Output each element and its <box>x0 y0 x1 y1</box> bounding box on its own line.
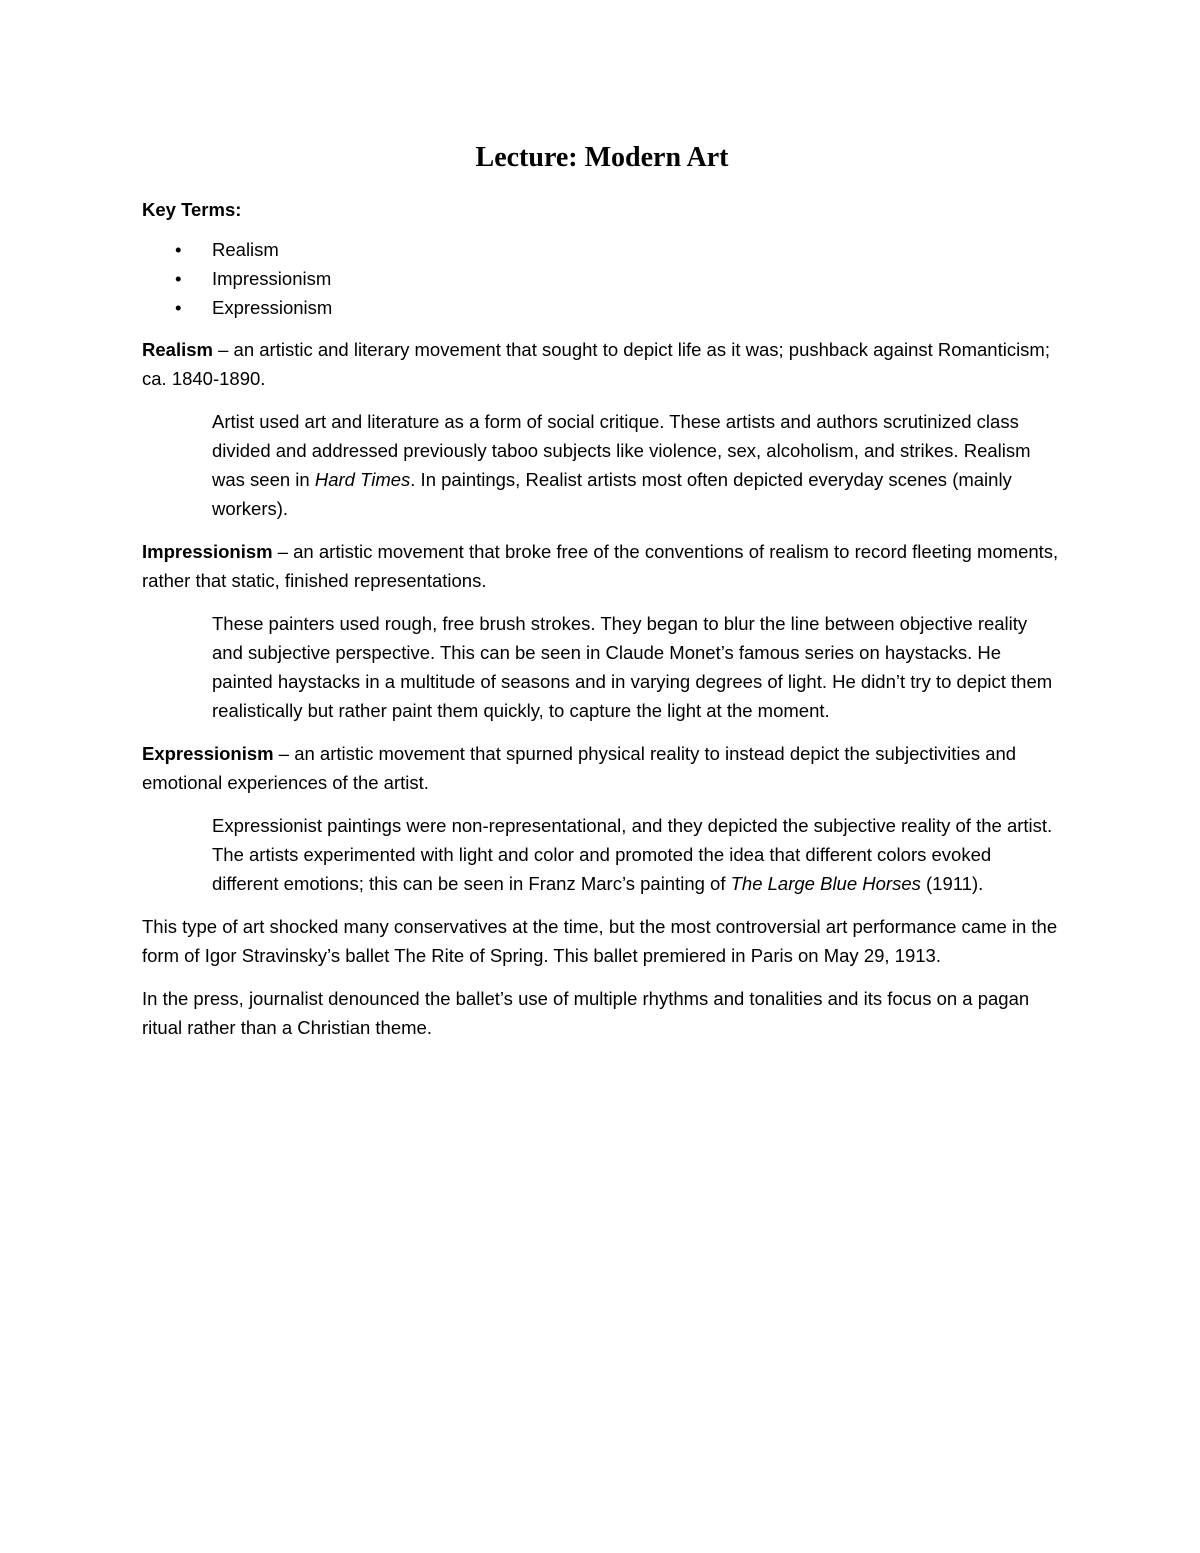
expressionism-detail-italic: The Large Blue Horses <box>730 873 921 894</box>
expressionism-detail-text-1: Expressionist paintings were non-representational, and they depicted the subjective reality of the artist. The artists experimented with light and color and promoted the idea that different colors evoked different emotions; this can be seen in Franz Marc’s painting of <box>212 815 1053 894</box>
impressionism-term: Impressionism <box>142 541 273 562</box>
expressionism-term: Expressionism <box>142 743 274 764</box>
key-terms-list <box>142 235 1062 322</box>
expressionism-definition-text: – an artistic movement that spurned physical reality to instead depict the subjectivities and emotional experiences of the artist. <box>142 743 1017 793</box>
realism-detail-italic: Hard Times <box>314 469 411 490</box>
realism-detail-text-2: . In paintings, Realist artists most often depicted everyday scenes (mainly workers). <box>212 469 1012 519</box>
expressionism-definition <box>142 739 1062 797</box>
realism-definition-text: – an artistic and literary movement that sought to depict life as it was; pushback against Romanticism; ca. 1840-1890. <box>142 339 1050 389</box>
key-terms-heading: Key Terms: <box>142 199 242 220</box>
impressionism-definition <box>142 537 1062 595</box>
realism-detail-text-1: Artist used art and literature as a form of social critique. These artists and authors scrutinized class divided and addressed previously taboo subjects like violence, sex, alcoholism, and strikes. Realism was seen in <box>212 411 1031 490</box>
realism-detail <box>212 407 1062 523</box>
closing-paragraph-1: This type of art shocked many conservatives at the time, but the most controversial art performance came in the form of Igor Stravinsky’s ballet The Rite of Spring. This ballet premiered in Paris on May 29, 1913. <box>142 916 1058 966</box>
page-title: Lecture: Modern Art <box>475 142 729 173</box>
bullet-icon: • <box>175 297 182 318</box>
expressionism-detail <box>212 811 1062 898</box>
closing-paragraph-2: In the press, journalist denounced the ballet’s use of multiple rhythms and tonalities and its focus on a pagan ritual rather than a Christian theme. <box>142 988 1030 1038</box>
realism-term: Realism <box>142 339 213 360</box>
bullet-icon: • <box>175 268 182 289</box>
bullet-icon: • <box>175 239 182 260</box>
key-term-label: Realism <box>212 239 279 260</box>
expressionism-detail-text-2: (1911). <box>920 873 984 894</box>
key-term-item <box>142 264 1062 293</box>
key-term-label: Impressionism <box>212 268 332 289</box>
impressionism-definition-text: – an artistic movement that broke free of the conventions of realism to record fleeting moments, rather that static, finished representations. <box>142 541 1059 591</box>
key-term-label: Expressionism <box>212 297 333 318</box>
impressionism-detail: These painters used rough, free brush strokes. They began to blur the line between objective reality and subjective perspective. This can be seen in Claude Monet’s famous series on haystacks. He painted haystacks in a multitude of seasons and in varying degrees of light. He didn’t try to depict them realistically but rather paint them quickly, to capture the light at the moment. <box>212 613 1053 721</box>
document-body <box>142 140 1062 1056</box>
key-term-item <box>142 293 1062 322</box>
realism-definition <box>142 335 1062 393</box>
key-term-item <box>142 235 1062 264</box>
